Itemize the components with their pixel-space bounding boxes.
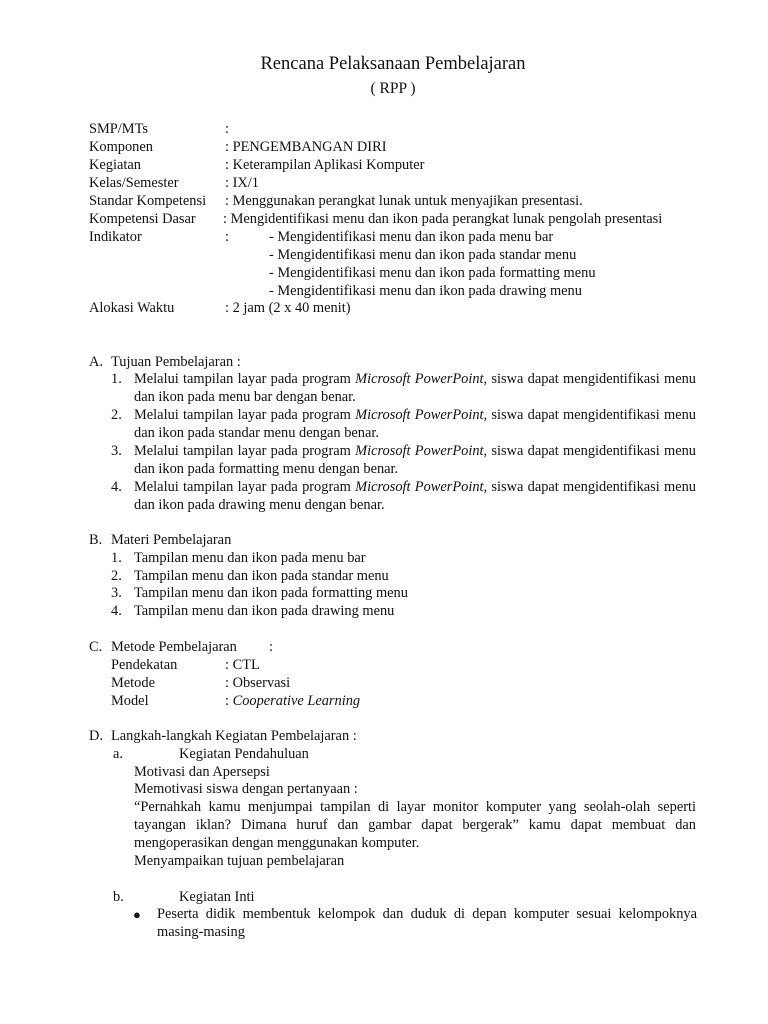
sub-letter: a. (113, 746, 123, 762)
identity-value: : Mengidentifikasi menu dan ikon pada perangkat lunak pengolah presentasi (223, 211, 663, 227)
section-c-colon: : (269, 639, 273, 655)
alokasi-label: Alokasi Waktu (89, 300, 175, 316)
sub-heading: Kegiatan Pendahuluan (179, 746, 309, 762)
motivation-quote: “Pernahkah kamu menjumpai tampilan di layar monitor komputer yang seolah-olah seperti tayangan iklan? Dimana huruf dan gambar dapat bergerak” kamu dapat membuat dan mengoperasikan dengan menggunakan komputer. (134, 799, 696, 851)
list-number: 4. (111, 479, 122, 495)
indicator-item: - Mengidentifikasi menu dan ikon pada drawing menu (269, 283, 582, 299)
sub-letter: b. (113, 889, 124, 905)
document-title: Rencana Pelaksanaan Pembelajaran (260, 54, 526, 74)
identity-label: SMP/MTs (89, 121, 148, 137)
identity-label: Kegiatan (89, 157, 141, 173)
section-d-heading: Langkah-langkah Kegiatan Pembelajaran : (111, 728, 357, 744)
activity-line: Menyampaikan tujuan pembelajaran (134, 853, 345, 869)
method-value: : Cooperative Learning (225, 693, 361, 709)
identity-value: : (225, 229, 229, 245)
method-label: Metode (111, 675, 155, 691)
section-a-heading: Tujuan Pembelajaran : (111, 354, 241, 370)
identity-label: Kelas/Semester (89, 175, 179, 191)
section-b-letter: B. (89, 532, 103, 548)
material-item: Tampilan menu dan ikon pada drawing menu (134, 603, 395, 619)
activity-line: Memotivasi siswa dengan pertanyaan : (134, 781, 358, 797)
identity-label: Indikator (89, 229, 142, 245)
identity-value: : Menggunakan perangkat lunak untuk menyajikan presentasi. (225, 193, 583, 209)
identity-value: : PENGEMBANGAN DIRI (225, 139, 387, 155)
list-number: 4. (111, 603, 122, 619)
section-c-heading: Metode Pembelajaran (111, 639, 237, 655)
identity-label: Standar Kompetensi (89, 193, 207, 209)
section-a-letter: A. (89, 354, 103, 370)
method-label: Pendekatan (111, 657, 178, 673)
section-b-heading: Materi Pembelajaran (111, 532, 232, 548)
identity-label: Kompetensi Dasar (89, 211, 196, 227)
alokasi-value: : 2 jam (2 x 40 menit) (225, 300, 351, 316)
section-d-letter: D. (89, 728, 103, 744)
identity-label: Komponen (89, 139, 153, 155)
list-number: 1. (111, 550, 122, 566)
method-value: : Observasi (225, 675, 291, 691)
list-number: 1. (111, 371, 122, 387)
list-number: 2. (111, 568, 122, 584)
material-item: Tampilan menu dan ikon pada menu bar (134, 550, 366, 566)
list-number: 2. (111, 407, 122, 423)
identity-value: : Keterampilan Aplikasi Komputer (225, 157, 425, 173)
material-item: Tampilan menu dan ikon pada formatting menu (134, 585, 408, 601)
method-label: Model (111, 693, 149, 709)
objective-item: Melalui tampilan layar pada program Microsoft PowerPoint, siswa dapat mengidentifikasi menu dan ikon pada standar menu dengan benar. (134, 407, 696, 441)
core-activity-item: Peserta didik membentuk kelompok dan duduk di depan komputer sesuai kelompoknya masing-masing (157, 906, 697, 940)
section-c-letter: C. (89, 639, 103, 655)
method-value: : CTL (225, 657, 260, 673)
objective-item: Melalui tampilan layar pada program Microsoft PowerPoint, siswa dapat mengidentifikasi menu dan ikon pada formatting menu dengan benar. (134, 443, 696, 477)
indicator-item: - Mengidentifikasi menu dan ikon pada standar menu (269, 247, 577, 263)
identity-value: : (225, 121, 229, 137)
objective-item: Melalui tampilan layar pada program Microsoft PowerPoint, siswa dapat mengidentifikasi menu dan ikon pada drawing menu dengan benar. (134, 479, 696, 513)
list-number: 3. (111, 585, 122, 601)
material-item: Tampilan menu dan ikon pada standar menu (134, 568, 389, 584)
identity-value: : IX/1 (225, 175, 259, 191)
sub-heading: Kegiatan Inti (179, 889, 255, 905)
indicator-item: - Mengidentifikasi menu dan ikon pada formatting menu (269, 265, 596, 281)
document-subtitle: ( RPP ) (370, 80, 416, 97)
indicator-item: - Mengidentifikasi menu dan ikon pada menu bar (269, 229, 554, 245)
objective-item: Melalui tampilan layar pada program Microsoft PowerPoint, siswa dapat mengidentifikasi menu dan ikon pada menu bar dengan benar. (134, 371, 696, 405)
list-number: 3. (111, 443, 122, 459)
activity-line: Motivasi dan Apersepsi (134, 764, 270, 780)
bullet-icon: ● (133, 907, 141, 922)
